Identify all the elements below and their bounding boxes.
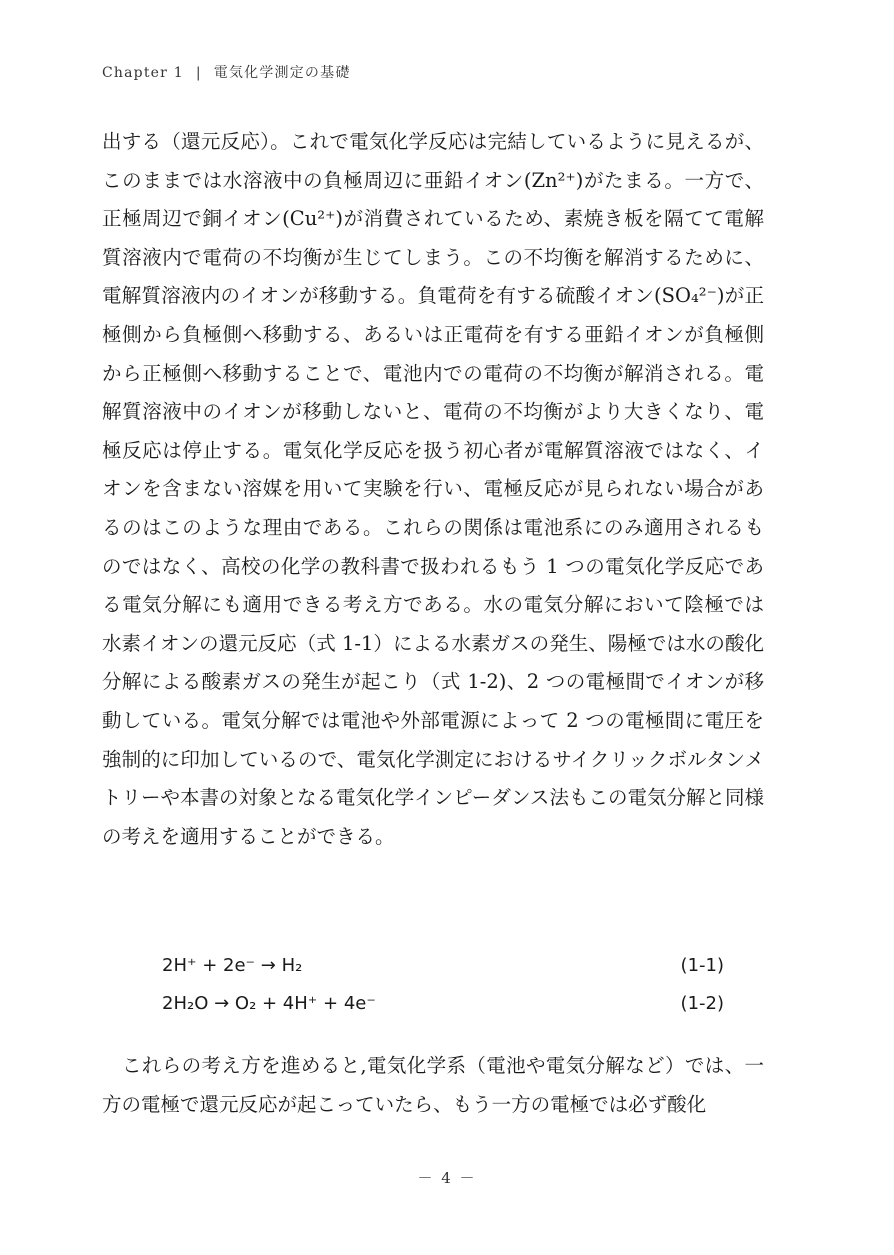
equation-number: (1-1) [680, 955, 724, 976]
equation-number: (1-2) [680, 993, 724, 1014]
body-paragraph-1: 出する（還元反応）。これで電気化学反応は完結しているように見えるが、このままでは水溶液中の負極周辺に亜鉛イオン(Zn²⁺)がたまる。一方で、正極周辺で銅イオン(Cu²⁺)が消費されているため、素焼き板を隔てて電解質溶液内で電荷の不均衡が生じてしまう。この不均衡を解消するために、電解質溶液内のイオンが移動する。負電荷を有する硫酸イオン(SO₄²⁻)が正極側から負極側へ移動する、あるいは正電荷を有する亜鉛イオンが負極側から正極側へ移動することで、電池内での電荷の不均衡が解消される。電解質溶液中のイオンが移動しないと、電荷の不均衡がより大きくなり、電極反応は停止する。電気化学反応を扱う初心者が電解質溶液ではなく、イオンを含まない溶媒を用いて実験を行い、電極反応が見られない場合があるのはこのような理由である。これらの関係は電池系にのみ適用されるものではなく、高校の化学の教科書で扱われるもう 1 つの電気化学反応である電気分解にも適用できる考え方である。水の電気分解において陰極では水素イオンの還元反応（式 1-1）による水素ガスの発生、陽極では水の酸化分解による酸素ガスの発生が起こり（式 1-2)、2 つの電極間でイオンが移動している。電気分解では電池や外部電源によって 2 つの電極間に電圧を強制的に印加しているので、電気化学測定におけるサイクリックボルタンメトリーや本書の対象となる電気化学インピーダンス法もこの電気分解と同様の考えを適用することができる。 [102, 130, 764, 848]
equation-1-2 [162, 993, 724, 1014]
chapter-label: Chapter 1 [102, 65, 184, 81]
equation-1-1 [162, 955, 724, 976]
body-paragraph-2: これらの考え方を進めると,電気化学系（電池や電気分解など）では、一方の電極で還元反応が起こっていたら、もう一方の電極では必ず酸化 [102, 1054, 764, 1116]
running-header [102, 62, 351, 82]
header-separator: | [195, 65, 202, 81]
equation-expression: 2H⁺ + 2e⁻ → H₂ [162, 955, 303, 976]
equation-expression: 2H₂O → O₂ + 4H⁺ + 4e⁻ [162, 993, 376, 1014]
chapter-title: 電気化学測定の基礎 [213, 65, 351, 81]
page-number: － 4 － [417, 1169, 477, 1187]
